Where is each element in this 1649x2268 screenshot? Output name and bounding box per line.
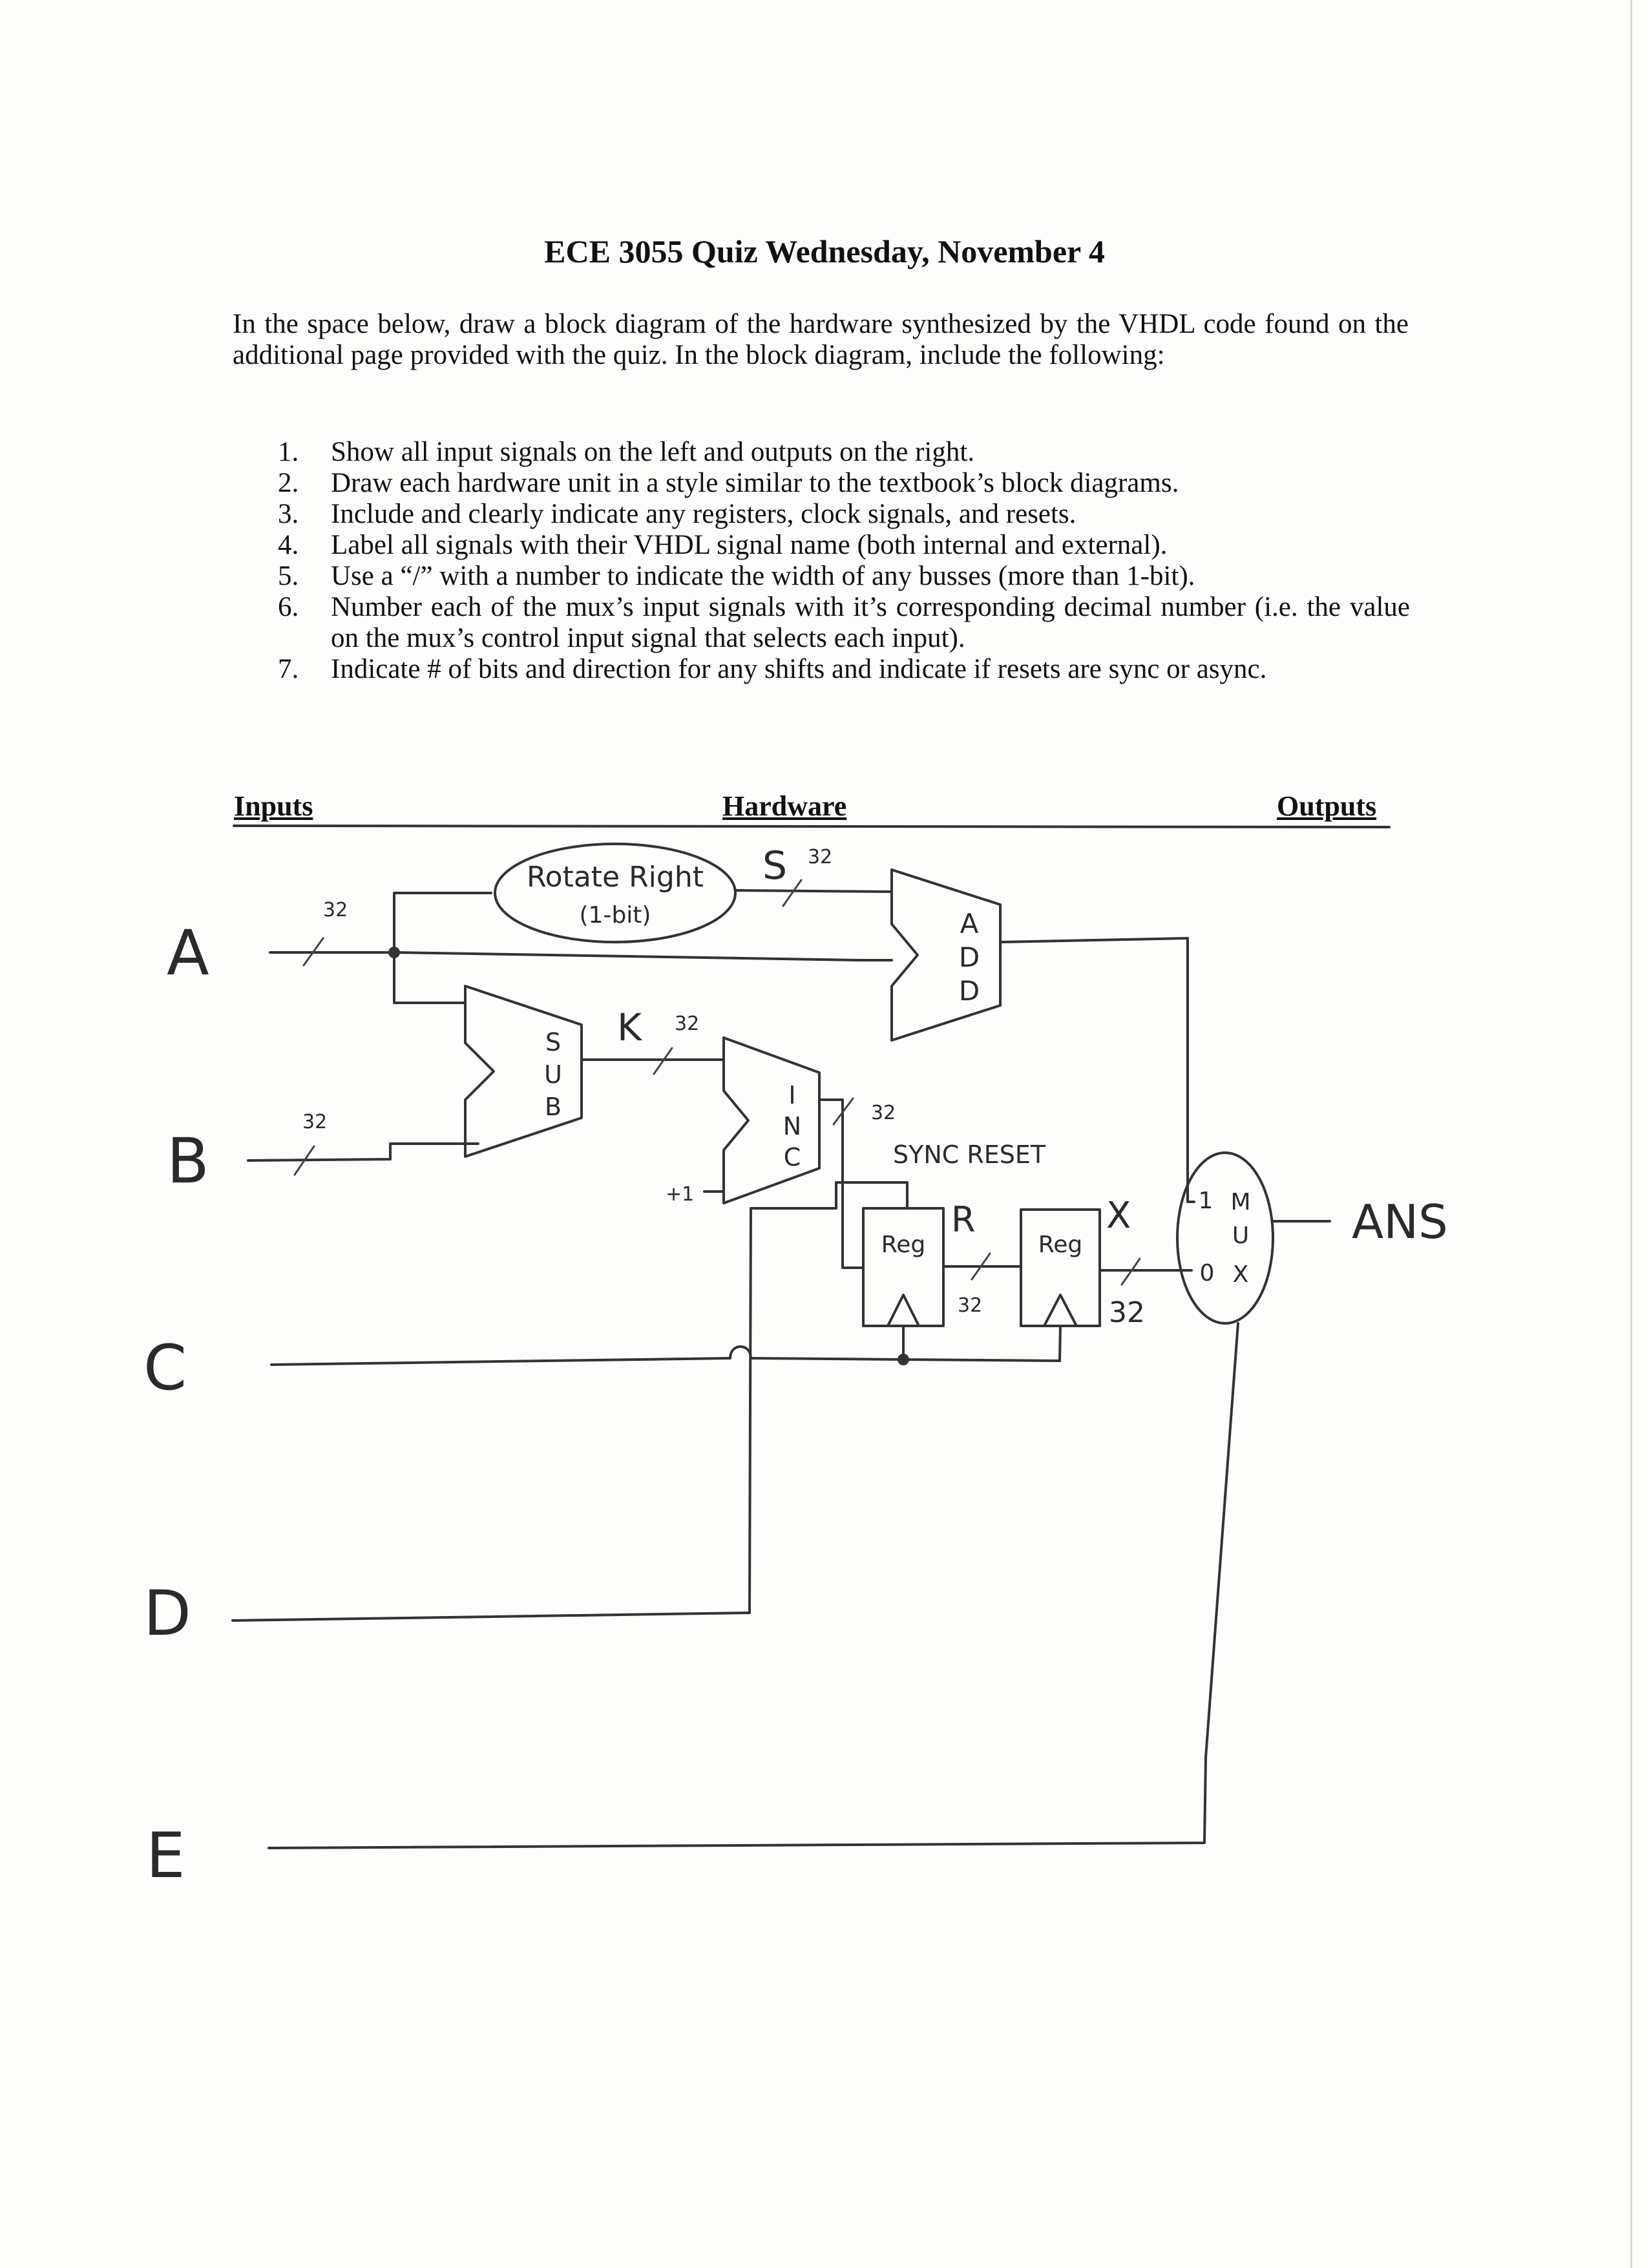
hardware-heading: Hardware bbox=[722, 790, 847, 822]
wire-crossover bbox=[730, 1347, 751, 1358]
inc-constant: +1 bbox=[666, 1183, 695, 1206]
page-title: ECE 3055 Quiz Wednesday, November 4 bbox=[544, 233, 1105, 269]
instruction-text: Show all input signals on the left and outputs on the right. bbox=[331, 437, 975, 467]
bus-width-a: 32 bbox=[323, 899, 348, 921]
register-2 bbox=[1021, 1210, 1100, 1326]
instruction-text: Use a “/” with a number to indicate the width of any busses (more than 1-bit). bbox=[331, 561, 1195, 591]
inc-letter-c: C bbox=[783, 1143, 801, 1171]
instruction-number: 2. bbox=[278, 468, 299, 498]
wire-d bbox=[233, 1613, 750, 1621]
sub-letter-u: U bbox=[544, 1060, 562, 1089]
wire-a-sub bbox=[394, 952, 465, 1003]
wire-add-mux bbox=[1188, 1193, 1194, 1202]
signal-s: S bbox=[762, 843, 788, 888]
bus-width-x: 32 bbox=[1109, 1296, 1145, 1329]
instruction-text: Include and clearly indicate any registers, clock signals, and resets. bbox=[331, 499, 1077, 529]
mux-block bbox=[1177, 1153, 1273, 1323]
outputs-heading: Outputs bbox=[1277, 790, 1377, 822]
wire-a-rotate bbox=[394, 893, 491, 952]
instruction-text: Draw each hardware unit in a style similar to the textbook’s block diagrams. bbox=[331, 468, 1179, 498]
instruction-number: 7. bbox=[278, 654, 299, 684]
wire-c bbox=[271, 1358, 730, 1365]
bus-width-b: 32 bbox=[302, 1111, 328, 1133]
mux-letter-u: U bbox=[1232, 1223, 1250, 1249]
wire-s bbox=[735, 890, 892, 892]
add-letter-d1: D bbox=[958, 941, 980, 973]
add-letter-a: A bbox=[960, 908, 979, 940]
inc-letter-i: I bbox=[788, 1081, 796, 1109]
mux-input-0: 0 bbox=[1199, 1260, 1215, 1286]
inc-block bbox=[724, 1038, 819, 1203]
rotate-sublabel: (1-bit) bbox=[579, 902, 651, 929]
instruction-text: Label all signals with their VHDL signal name (both internal and external). bbox=[331, 530, 1168, 560]
bus-width-inc: 32 bbox=[871, 1102, 896, 1124]
mux-letter-m: M bbox=[1230, 1189, 1251, 1215]
bus-width-r: 32 bbox=[958, 1294, 983, 1317]
wire-a-add bbox=[394, 952, 892, 960]
signal-r: R bbox=[951, 1199, 976, 1240]
input-label-e: E bbox=[146, 1820, 185, 1892]
wire-reset bbox=[836, 1182, 907, 1208]
reset-label: SYNC RESET bbox=[893, 1140, 1046, 1169]
inc-letter-n: N bbox=[782, 1112, 802, 1140]
intro-paragraph: In the space below, draw a block diagram of the hardware synthesized by the VHDL code found on the additional page provided with the quiz. In the block diagram, include the following: bbox=[233, 309, 1409, 370]
sub-letter-s: S bbox=[545, 1028, 562, 1056]
rotate-label: Rotate Right bbox=[527, 861, 704, 894]
signal-x: X bbox=[1106, 1195, 1131, 1237]
bus-width-s: 32 bbox=[808, 846, 833, 868]
instruction-number: 3. bbox=[278, 499, 299, 529]
sub-block bbox=[465, 986, 582, 1157]
input-label-c: C bbox=[143, 1332, 187, 1404]
signal-k: K bbox=[617, 1005, 642, 1049]
reg1-label: Reg bbox=[881, 1232, 926, 1258]
instruction-number: 6. bbox=[278, 592, 299, 622]
instruction-text: Number each of the mux’s input signals with it’s corresponding decimal number (i.e. the value on the mux’s control input signal that selects each input). bbox=[331, 592, 1410, 653]
instruction-text: Indicate # of bits and direction for any shifts and indicate if resets are sync or async. bbox=[331, 654, 1267, 684]
instruction-number: 1. bbox=[278, 437, 299, 467]
register-1 bbox=[863, 1208, 943, 1326]
inputs-heading: Inputs bbox=[234, 790, 313, 822]
mux-input-1: 1 bbox=[1198, 1188, 1213, 1214]
add-letter-d2: D bbox=[958, 975, 980, 1007]
input-label-a: A bbox=[167, 917, 209, 989]
input-label-d: D bbox=[143, 1577, 191, 1650]
wire-e bbox=[269, 1323, 1238, 1848]
header-rule bbox=[234, 826, 1389, 827]
reg2-clock-triangle bbox=[1044, 1295, 1077, 1326]
reg2-label: Reg bbox=[1038, 1232, 1083, 1258]
mux-letter-x: X bbox=[1232, 1261, 1249, 1288]
input-label-b: B bbox=[167, 1125, 209, 1197]
add-block bbox=[892, 870, 1000, 1040]
bus-width-k: 32 bbox=[675, 1013, 700, 1035]
sub-letter-b: B bbox=[544, 1093, 562, 1121]
reg1-clock-triangle bbox=[888, 1295, 919, 1326]
wire-b-in bbox=[248, 1144, 478, 1160]
instruction-number: 4. bbox=[278, 530, 299, 560]
wire-d-reset bbox=[750, 1182, 836, 1613]
instruction-number: 5. bbox=[278, 561, 299, 591]
output-label-ans: ANS bbox=[1352, 1195, 1448, 1249]
